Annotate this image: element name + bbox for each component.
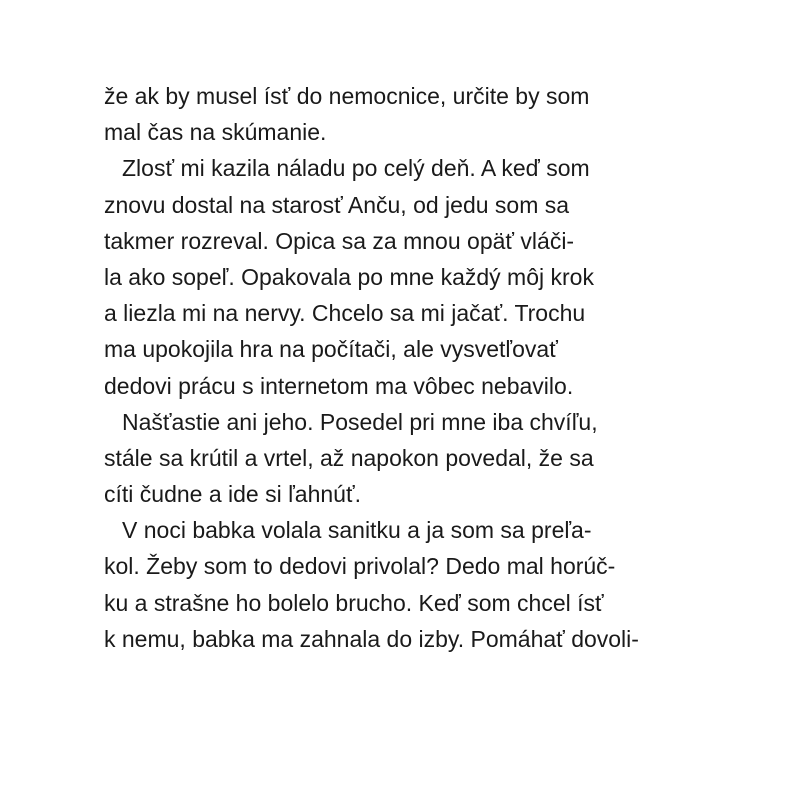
body-text [104, 78, 704, 657]
text-line: ku a strašne ho bolelo brucho. Keď som chcel ísť [104, 589, 604, 616]
text-line: cíti čudne a ide si ľahnúť. [104, 481, 361, 508]
text-line: znovu dostal na starosť Anču, od jedu som sa [104, 191, 570, 218]
text-line: k nemu, babka ma zahnala do izby. Pomáhať dovoli- [104, 625, 639, 652]
paragraph-start-line: Našťastie ani jeho. Posedel pri mne iba chvíľu, [122, 408, 598, 435]
text-line: mal čas na skúmanie. [104, 119, 327, 146]
text-line: že ak by musel ísť do nemocnice, určite by som [104, 83, 590, 109]
paragraph-start-line: Zlosť mi kazila náladu po celý deň. A keď som [122, 155, 590, 182]
paragraph-start-line: V noci babka volala sanitku a ja som sa preľa- [122, 517, 592, 544]
text-line: ma upokojila hra na počítači, ale vysvetľovať [104, 336, 558, 363]
text-line: kol. Žeby som to dedovi privolal? Dedo mal horúč- [104, 553, 616, 580]
text-line: a liezla mi na nervy. Chcelo sa mi jačať. Trochu [104, 300, 586, 327]
text-line: dedovi prácu s internetom ma vôbec nebavilo. [104, 372, 574, 399]
text-line: stále sa krútil a vrtel, až napokon povedal, že sa [104, 444, 594, 471]
text-line: la ako sopeľ. Opakovala po mne každý môj krok [104, 263, 594, 290]
text-line: takmer rozreval. Opica sa za mnou opäť vláči- [104, 227, 575, 254]
